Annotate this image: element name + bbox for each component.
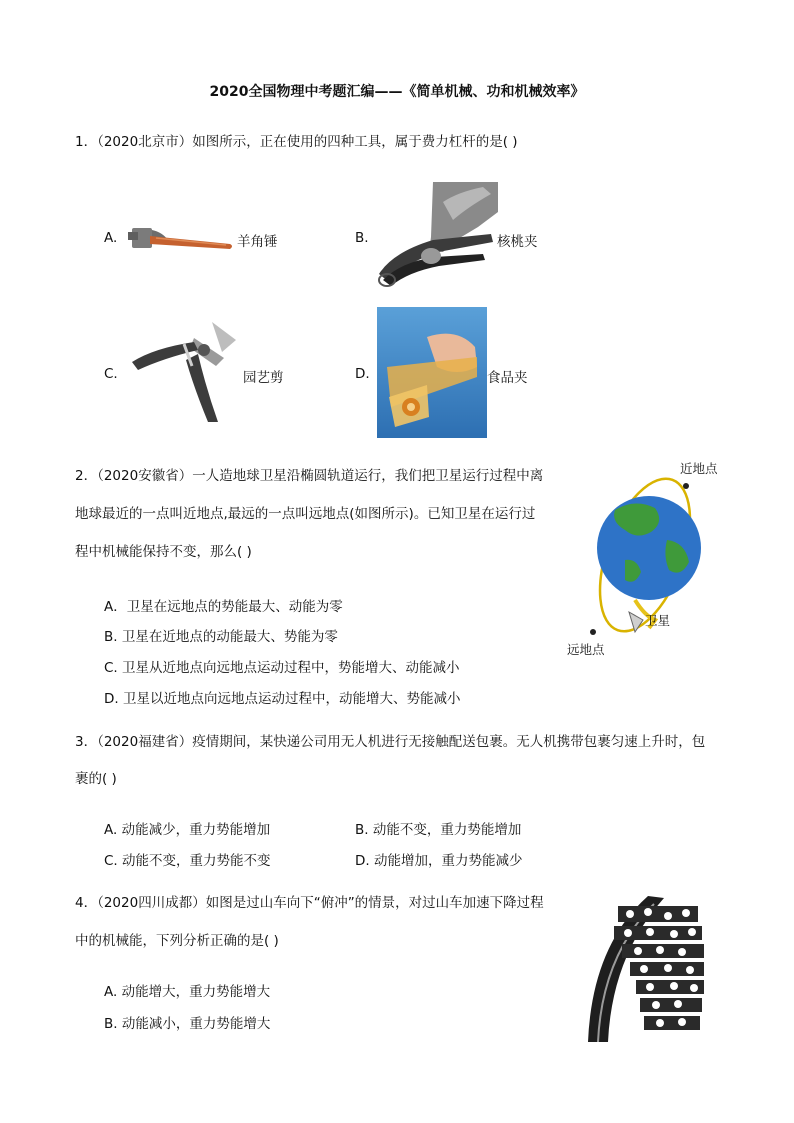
question-1-stem: 1．（2020北京市）如图所示，正在使用的四种工具，属于费力杠杆的是( ) [75,134,518,150]
food-tongs-image [377,307,487,438]
q2-option-b: B. 卫星在近地点的动能最大、势能为零 [104,629,338,645]
q4-option-a: A. 动能增大，重力势能增大 [104,984,271,1000]
q3-option-c: C. 动能不变，重力势能不变 [104,853,271,869]
question-4-line-1: 4．（2020四川成都）如图是过山车向下“俯冲”的情景，对过山车加速下降过程 [75,895,544,911]
q2-option-a: A．卫星在远地点的势能最大、动能为零 [104,599,343,615]
q1-option-a-label: 羊角锤 [237,234,278,250]
q1-option-a-letter: A. [104,230,118,246]
q2-option-c: C. 卫星从近地点向远地点运动过程中，势能增大、动能减小 [104,660,460,676]
q3-option-b: B. 动能不变，重力势能增加 [355,822,522,838]
perigee-label: 近地点 [680,461,718,476]
question-3-line-1: 3．（2020福建省）疫情期间，某快递公司用无人机进行无接触配送包裹。无人机携带包裹匀速上升时，包 [75,734,706,750]
pruning-shears-image [124,318,239,424]
question-4-line-2: 中的机械能，下列分析正确的是( ) [75,933,279,949]
q1-option-c-label: 园艺剪 [243,370,284,386]
question-2-line-3: 程中机械能保持不变，那么( ) [75,544,252,560]
question-2-line-2: 地球最近的一点叫近地点,最远的一点叫远地点(如图所示)。已知卫星在运行过 [75,506,536,522]
q1-option-b-letter: B. [355,230,369,246]
hammer-image [126,218,236,260]
q3-option-a: A. 动能减少，重力势能增加 [104,822,271,838]
nutcracker-image [373,182,498,290]
q3-option-d: D. 动能增加，重力势能减少 [355,853,523,869]
q4-option-b: B. 动能减小，重力势能增大 [104,1016,271,1032]
roller-coaster-image [578,886,706,1042]
q1-option-b-label: 核桃夹 [497,234,538,250]
q1-option-c-letter: C. [104,366,118,382]
q1-option-d-letter: D. [355,366,370,382]
apogee-label: 远地点 [567,642,605,657]
q2-option-d: D. 卫星以近地点向远地点运动过程中，动能增大、势能减小 [104,691,461,707]
satellite-label: 卫星 [645,613,671,628]
question-3-line-2: 裹的( ) [75,771,117,787]
q1-option-d-label: 食品夹 [487,370,528,386]
question-2-line-1: 2．（2020安徽省）一人造地球卫星沿椭圆轨道运行，我们把卫星运行过程中离 [75,468,544,484]
page-title: 2020全国物理中考题汇编——《简单机械、功和机械效率》 [209,84,585,100]
